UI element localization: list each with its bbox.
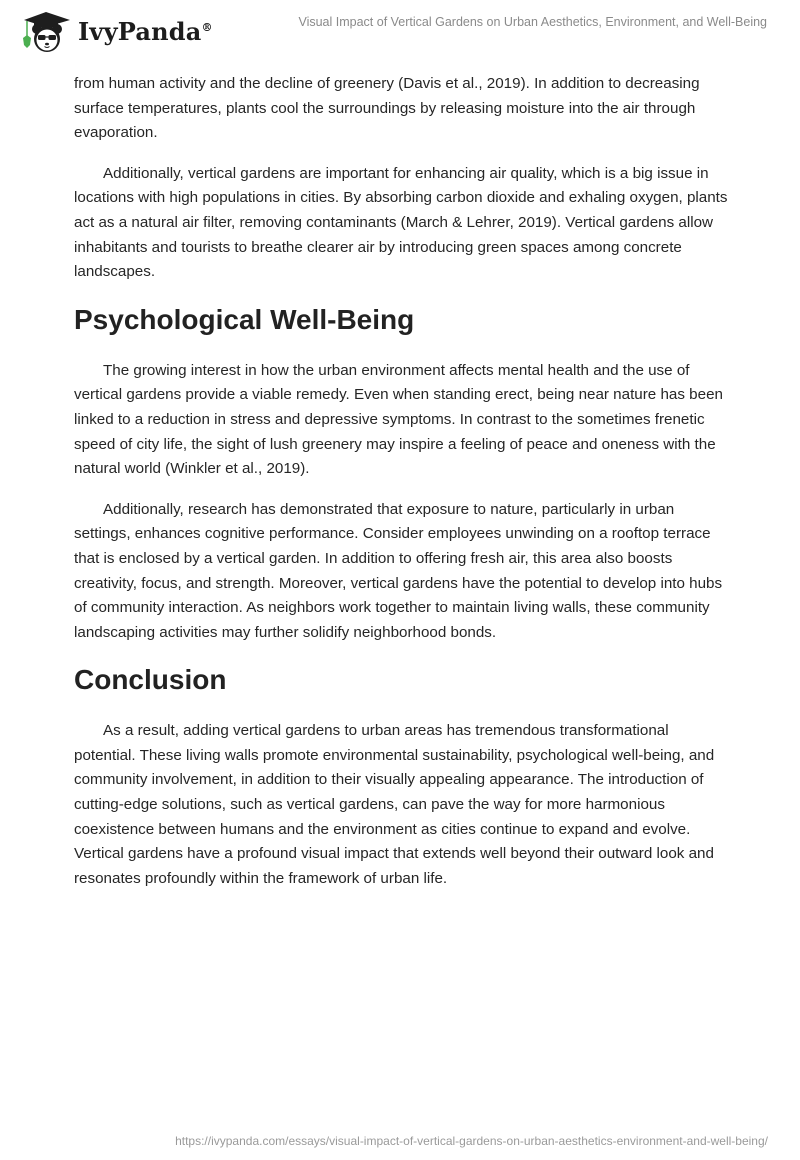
section-heading-conclusion: Conclusion — [74, 664, 227, 696]
paragraph: Additionally, research has demonstrated that exposure to nature, particularly in urban settings, enhances cognitive performance. Consider employees unwinding on a rooftop terrace that is enclosed by a vertical garden. In addition to offering fresh air, this area also boosts creativity, focus, and strength. Moreover, vertical gardens have the potential to develop into hubs of community interaction. As neighbors work together to maintain living walls, these community landscaping activities may further solidify neighborhood bonds. — [74, 500, 723, 641]
ivypanda-logo[interactable] — [18, 8, 213, 54]
logo-wordmark: IvyPanda® — [78, 16, 213, 46]
document-title: Visual Impact of Vertical Gardens on Urban Aesthetics, Environment, and Well-Being — [298, 15, 767, 29]
page-header — [0, 0, 800, 60]
paragraph: As a result, adding vertical gardens to urban areas has tremendous transformational potential. These living walls promote environmental sustainability, psychological well-being, and community involvement, in addition to their visually appealing appearance. The introduction of cutting-edge solutions, such as vertical gardens, can pave the way for more harmonious coexistence between humans and the environment as cities continue to expand and evolve. Vertical gardens have a profound visual impact that extends well beyond their outward look and resonates profoundly within the framework of urban life. — [74, 722, 715, 887]
section-heading-psychological-well-being: Psychological Well-Being — [74, 303, 415, 335]
panda-graduate-icon — [18, 8, 74, 54]
paragraph: The growing interest in how the urban environment affects mental health and the use of vertical gardens provide a viable remedy. Even when standing erect, being near nature has been linked to a reduction in stress and depressive symptoms. In contrast to the sometimes frenetic speed of city life, the sight of lush greenery may inspire a feeling of peace and oneness with the natural world (Winkler et al., 2019). — [74, 361, 723, 478]
paragraph: Additionally, vertical gardens are important for enhancing air quality, which is a big issue in locations with high populations in cities. By absorbing carbon dioxide and exhaling oxygen, plants act as a natural air filter, removing contaminants (March & Lehrer, 2019). Vertical gardens allow inhabitants and tourists to breathe clearer air by introducing green spaces among concrete landscapes. — [74, 164, 728, 281]
source-url-link[interactable]: https://ivypanda.com/essays/visual-impact-of-vertical-gardens-on-urban-aesthetics-environment-and-well-being/ — [175, 1134, 768, 1148]
essay-body — [74, 72, 734, 907]
paragraph: from human activity and the decline of greenery (Davis et al., 2019). In addition to decreasing surface temperatures, plants cool the surroundings by releasing moisture into the air through evaporation. — [74, 75, 700, 142]
